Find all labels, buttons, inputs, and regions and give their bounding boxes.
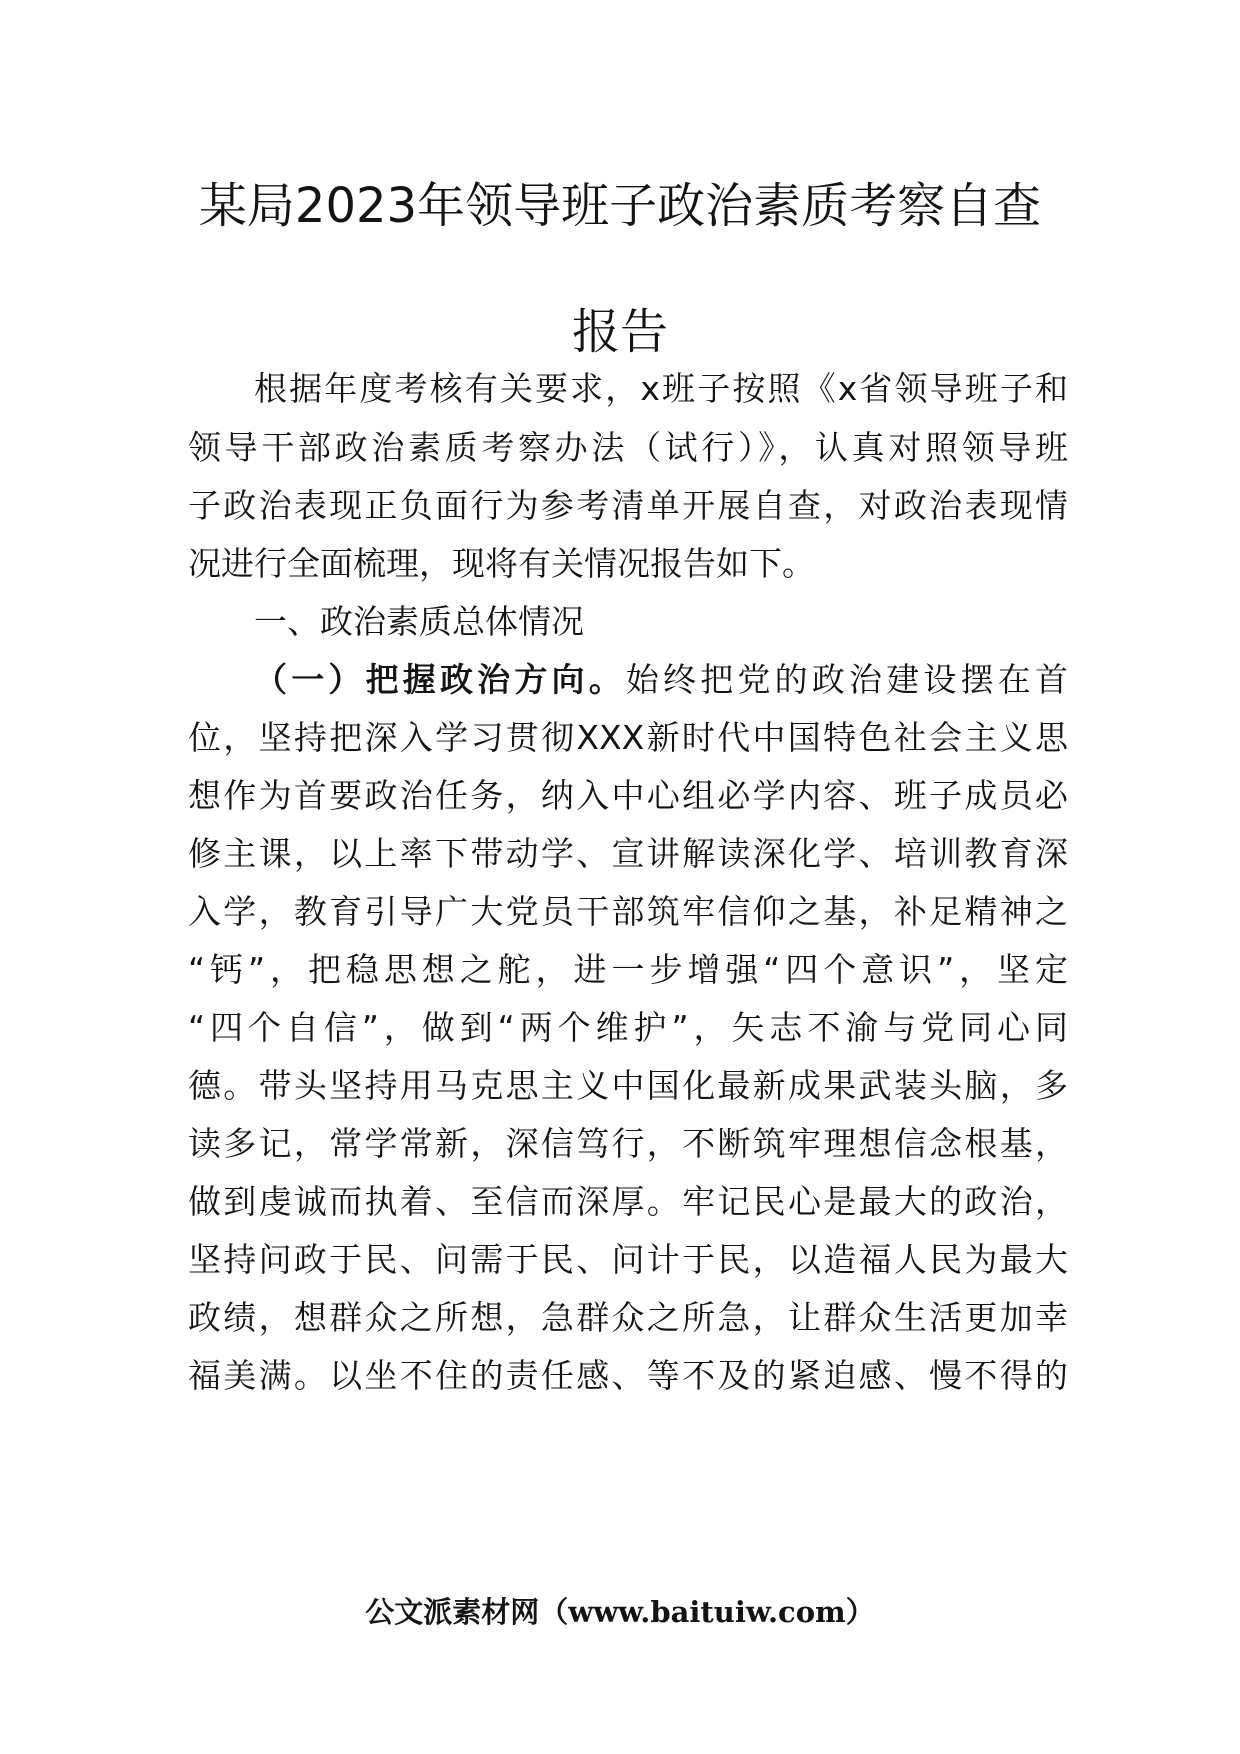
document-title-line-1: 某局2023年领导班子政治素质考察自查 — [198, 178, 1042, 234]
body-line-1: 始终把党的政治建设摆在首 — [625, 660, 1069, 699]
intro-line-4: 况进行全面梳理，现将有关情况报告如下。 — [188, 544, 815, 583]
intro-line-3: 子政治表现正负面行为参考清单开展自查，对政治表现情 — [188, 486, 1068, 525]
subsection-label: （一）把握政治方向。 — [254, 660, 626, 699]
body-line-13: 福美满。以坐不住的责任感、等不及的紧迫感、慢不得的 — [188, 1356, 1068, 1395]
section-heading: 一、政治素质总体情况 — [254, 602, 584, 641]
body-line-7: “四个自信”，做到“两个维护”，矢志不渝与党同心同 — [188, 1008, 1068, 1047]
subsection-first-line — [254, 656, 1068, 704]
body-line-11: 坚持问政于民、问需于民、问计于民，以造福人民为最大 — [188, 1240, 1068, 1279]
body-line-2: 位，坚持把深入学习贯彻XXX新时代中国特色社会主义思 — [188, 718, 1068, 757]
body-line-12: 政绩，想群众之所想，急群众之所急，让群众生活更加幸 — [188, 1298, 1068, 1337]
body-line-5: 入学，教育引导广大党员干部筑牢信仰之基，补足精神之 — [188, 892, 1068, 931]
body-line-9: 读多记，常学常新，深信笃行，不断筑牢理想信念根基， — [188, 1124, 1068, 1163]
document-title-line-2: 报告 — [571, 304, 668, 360]
body-line-6: “钙”，把稳思想之舵，进一步增强“四个意识”，坚定 — [188, 950, 1068, 989]
intro-line-2: 领导干部政治素质考察办法（试行）》，认真对照领导班 — [188, 428, 1068, 467]
body-line-10: 做到虔诚而执着、至信而深厚。牢记民心是最大的政治， — [188, 1182, 1068, 1221]
body-line-4: 修主课，以上率下带动学、宣讲解读深化学、培训教育深 — [188, 834, 1068, 873]
intro-line-1: 根据年度考核有关要求，x班子按照《x省领导班子和 — [254, 369, 1068, 408]
body-line-8: 德。带头坚持用马克思主义中国化最新成果武装头脑，多 — [188, 1066, 1068, 1105]
body-line-3: 想作为首要政治任务，纳入中心组必学内容、班子成员必 — [188, 776, 1068, 815]
footer-watermark: 公文派素材网（www.baituiw.com） — [365, 1595, 875, 1629]
